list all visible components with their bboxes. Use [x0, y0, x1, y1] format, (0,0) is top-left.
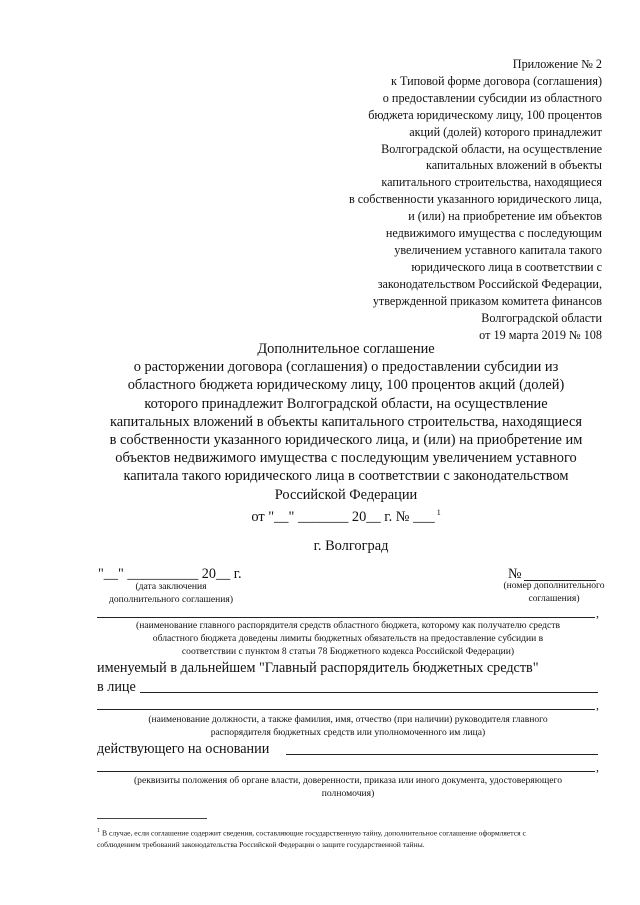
basis-caption-line: полномочия)	[321, 787, 375, 799]
person-caption-line: распорядителя бюджетных средств или уполномоченного им лица)	[210, 726, 486, 738]
person-field[interactable]	[140, 692, 598, 693]
number-caption-line: (номер дополнительного	[503, 580, 605, 591]
distributor-caption-line: областного бюджета доведены лимиты бюджетных обязательств на предоставление субсидии в	[152, 632, 544, 644]
appendix-line: Приложение № 2	[512, 57, 602, 71]
appendix-line: капитальных вложений в объекты	[425, 158, 602, 173]
appendix-line: увеличением уставного капитала такого	[394, 242, 602, 257]
comma: ,	[596, 698, 599, 712]
title-line: Дополнительное соглашение	[257, 341, 435, 357]
appendix-line: в собственности указанного юридического лица,	[348, 192, 602, 207]
appendix-line: недвижимого имущества с последующим	[385, 226, 602, 241]
title-line: которого принадлежит Волгоградской области, на осуществление	[144, 395, 548, 412]
appendix-line: Волгоградской области	[481, 310, 602, 325]
basis-caption	[96, 775, 600, 801]
date-caption-line: (дата заключения	[135, 581, 207, 592]
person-field-continuation[interactable]	[97, 709, 595, 710]
date-caption	[96, 581, 246, 607]
number-caption-line: соглашения)	[528, 592, 580, 604]
comma: ,	[596, 606, 599, 620]
comma: ,	[596, 760, 599, 774]
title-line: в собственности указанного юридического лица, и (или) на приобретение им	[109, 432, 583, 449]
appendix-line: от 19 марта 2019 № 108	[479, 327, 602, 342]
appendix-line: Волгоградской области, на осуществление	[381, 141, 602, 156]
title-date-text: от "__" _______ 20__ г. № ___	[251, 508, 435, 525]
appendix-line: бюджета юридическому лицу, 100 процентов	[368, 107, 602, 122]
footnote-separator	[97, 818, 207, 819]
number-caption	[498, 580, 610, 606]
distributor-caption	[96, 620, 600, 658]
title-line: областного бюджета юридическому лицу, 100 процентов акций (долей)	[127, 377, 565, 394]
appendix-line: капитального строительства, находящиеся	[381, 175, 602, 190]
person-label: в лице	[97, 679, 136, 695]
title-line: капитала такого юридического лица в соответствии с законодательством	[123, 468, 569, 485]
basis-caption-line: (реквизиты положения об органе власти, доверенности, приказа или иного документа, удостоверяющего	[133, 775, 563, 786]
basis-field[interactable]	[286, 754, 598, 755]
distributor-caption-line: (наименование главного распорядителя средств областного бюджета, которому как получателю средств	[136, 620, 560, 631]
appendix-line: утвержденной приказом комитета финансов	[372, 293, 602, 308]
title-line: объектов недвижимого имущества с последующим увеличением уставного	[115, 450, 577, 467]
distributor-caption-line: соответствии с пунктом 8 статьи 78 Бюджетного кодекса Российской Федерации)	[181, 645, 515, 657]
person-caption-line: (наименование должности, а также фамилия, имя, отчество (при наличии) руководителя главного	[148, 714, 548, 725]
title-line: Российской Федерации	[274, 486, 418, 503]
footnote	[97, 826, 597, 850]
person-caption	[96, 714, 600, 740]
date-field[interactable]: "__" __________ 20__ г.	[98, 566, 242, 582]
number-label: №	[508, 566, 522, 582]
named-as-text: именуемый в дальнейшем "Главный распорядитель бюджетных средств"	[97, 660, 539, 676]
footnote-line	[97, 826, 597, 839]
title-line: о расторжении договора (соглашения) о предоставлении субсидии из	[133, 359, 559, 376]
appendix-line: о предоставлении субсидии из областного	[382, 90, 602, 105]
footnote-text: В случае, если соглашение содержит сведения, составляющие государственную тайну, дополнительное соглашение оформляется с	[102, 828, 526, 838]
title-line: капитальных вложений в объекты капитального строительства, находящиеся	[109, 413, 582, 430]
distributor-name-field[interactable]	[97, 617, 595, 618]
appendix-line: юридического лица в соответствии с	[411, 259, 602, 274]
appendix-line: акций (долей) которого принадлежит	[409, 124, 602, 139]
basis-label: действующего на основании	[97, 741, 270, 757]
basis-field-continuation[interactable]	[97, 771, 595, 772]
date-caption-line: дополнительного соглашения)	[108, 593, 234, 605]
appendix-header	[302, 56, 602, 343]
city-name: г. Волгоград	[313, 538, 389, 554]
title-date-line	[96, 504, 596, 526]
agreement-title	[96, 340, 596, 526]
appendix-line: законодательством Российской Федерации,	[377, 276, 602, 291]
appendix-line: и (или) на приобретение им объектов	[408, 209, 602, 224]
appendix-line: к Типовой форме договора (соглашения)	[391, 73, 602, 88]
footnote-reference: 1	[436, 507, 441, 517]
footnote-line: соблюдением требований законодательства Российской Федерации о защите государственной тайны.	[97, 839, 425, 849]
footnote-mark: 1	[97, 828, 100, 834]
